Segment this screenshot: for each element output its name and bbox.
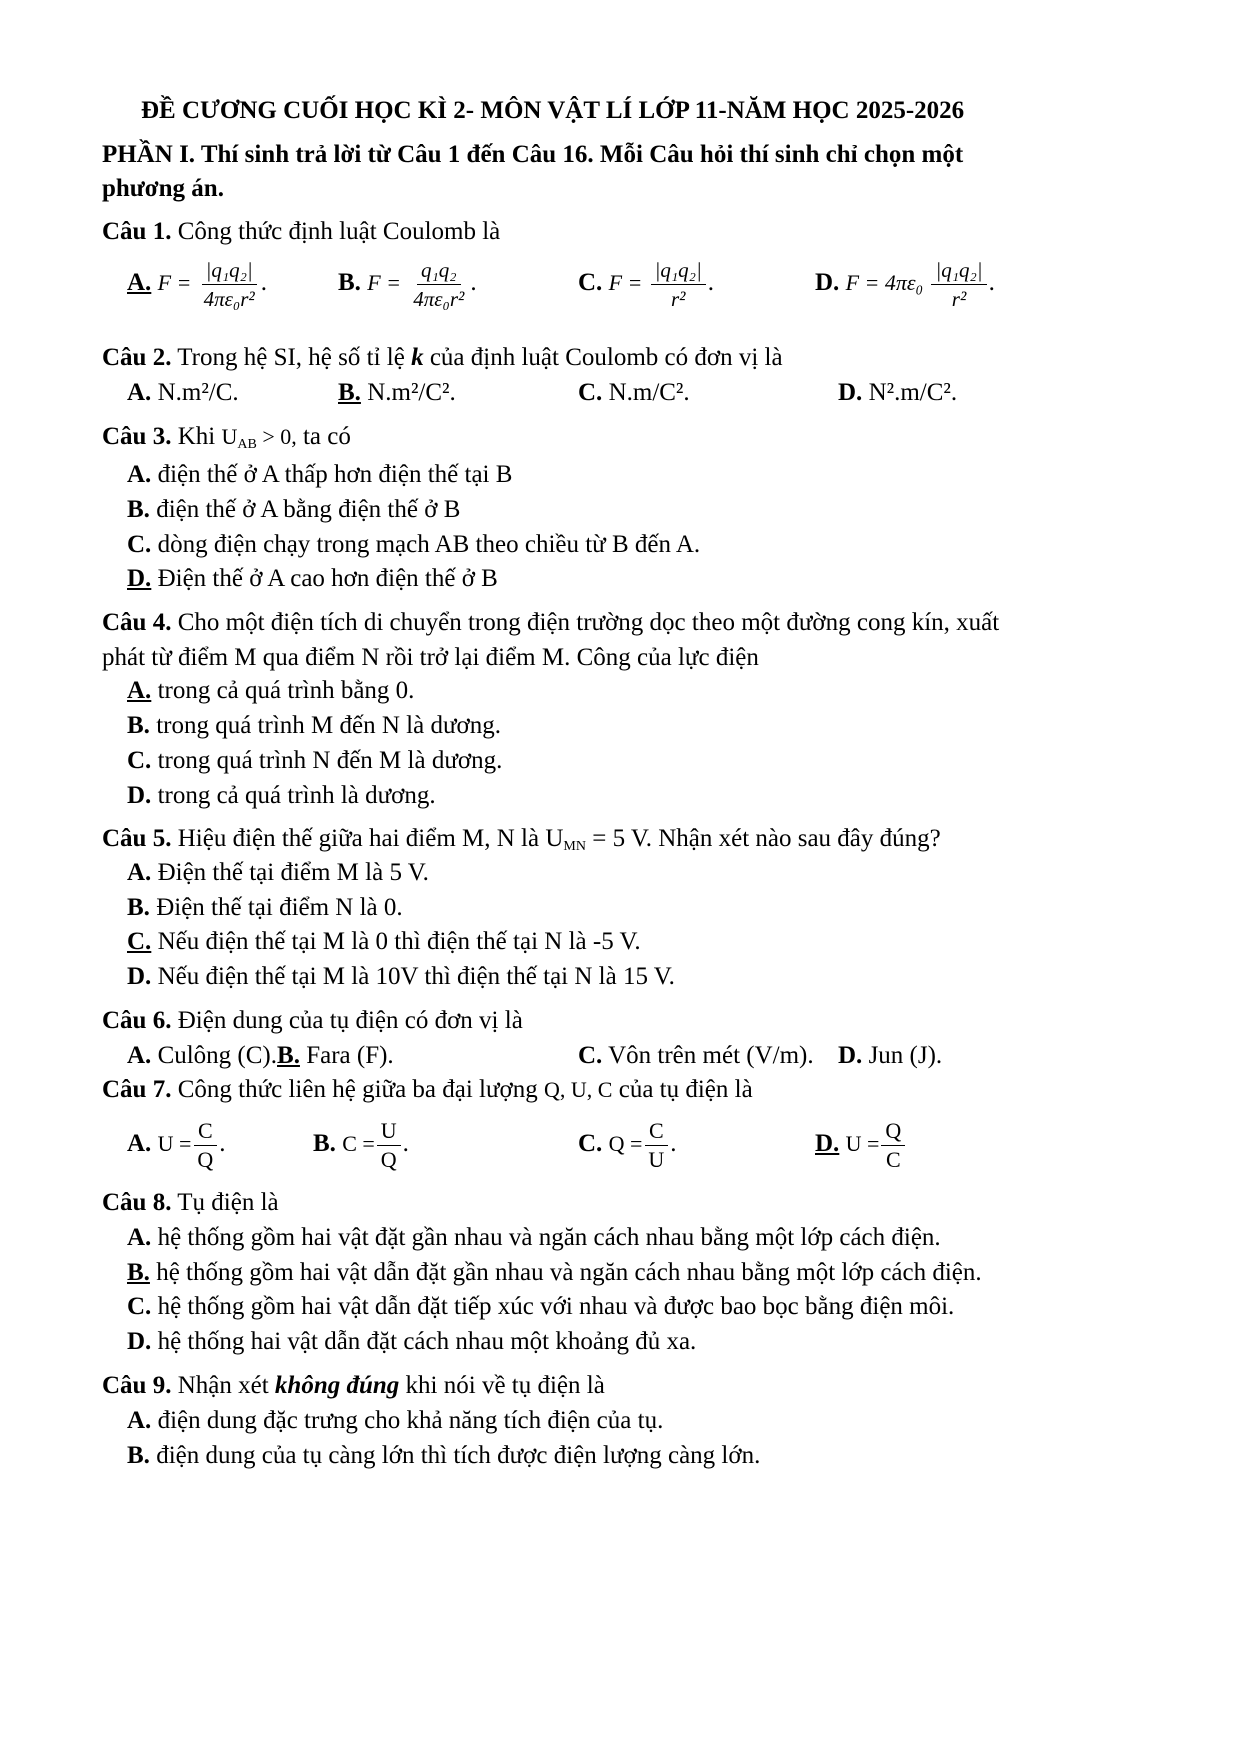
option-label: B. <box>127 712 150 739</box>
question-4-cont: phát từ điểm M qua điểm N rồi trở lại điểm M. Công của lực điện <box>102 644 759 671</box>
option-label: A. <box>127 1042 152 1069</box>
question-9 <box>102 1371 605 1401</box>
option-text: trong quá trình N đến M là dương. <box>151 747 503 774</box>
q9-option-a <box>127 1406 663 1436</box>
question-label: Câu 8. <box>102 1189 172 1216</box>
question-text: Tụ điện là <box>171 1189 279 1216</box>
option-text: N.m²/C. <box>151 379 239 406</box>
option-label: D. <box>838 379 863 406</box>
formula-denominator: U <box>648 1147 665 1172</box>
q8-option-a <box>127 1223 941 1253</box>
q5-option-c <box>127 927 641 957</box>
q6-option-ab <box>127 1041 394 1071</box>
option-label: D. <box>127 782 152 809</box>
question-text: Nhận xét <box>171 1372 275 1399</box>
option-text: hệ thống gồm hai vật dẫn đặt gần nhau và ngăn cách nhau bằng một lớp cách điện. <box>149 1259 982 1286</box>
q4-option-a <box>127 676 414 706</box>
question-text: của tụ điện là <box>612 1076 753 1103</box>
formula-denominator: C <box>885 1147 901 1172</box>
page-title: ĐỀ CƯƠNG CUỐI HỌC KÌ 2- MÔN VẬT LÍ LỚP 11-NĂM HỌC 2025-2026 <box>141 97 965 124</box>
formula-numerator: q₁q₂ <box>417 258 461 285</box>
option-text: N.m/C². <box>602 379 690 406</box>
formula-numerator: Q <box>881 1118 905 1146</box>
option-label: A. <box>127 269 152 297</box>
option-label: B. <box>127 1259 150 1286</box>
part1-instructions: PHẦN I. Thí sinh trả lời từ Câu 1 đến Câu 16. Mỗi Câu hỏi thí sinh chỉ chọn một <box>102 141 964 168</box>
formula-denominator: 4πε₀r² <box>413 287 465 311</box>
formula-lhs: F = <box>608 270 643 296</box>
question-text: = 5 V. Nhận xét nào sau đây đúng? <box>585 825 941 852</box>
formula-numerator: |q₁q₂| <box>651 258 706 285</box>
option-text: N².m/C². <box>862 379 958 406</box>
option-text: Điện thế tại điểm N là 0. <box>149 894 403 921</box>
option-text: trong quá trình M đến N là dương. <box>149 712 501 739</box>
formula-lhs: U = <box>157 1131 192 1157</box>
formula-denominator: r² <box>951 287 967 311</box>
question-text: Công thức định luật Coulomb là <box>171 218 501 245</box>
option-text: điện dung đặc trưng cho khả năng tích điện của tụ. <box>151 1407 664 1434</box>
question-text: Hiệu điện thế giữa hai điểm M, N là U <box>171 825 564 852</box>
option-text: Điện thế ở A cao hơn điện thế ở B <box>151 565 498 592</box>
question-1 <box>102 217 500 247</box>
formula-numerator: |q₁q₂| <box>931 258 986 285</box>
option-label: B. <box>277 1042 300 1069</box>
formula-subscript: MN <box>563 839 586 854</box>
option-text: dòng điện chạy trong mạch AB theo chiều từ B đến A. <box>151 531 701 558</box>
question-label: Câu 7. <box>102 1076 172 1103</box>
formula-rhs: > 0, <box>256 424 297 449</box>
formula-numerator: C <box>194 1118 217 1146</box>
question-3 <box>102 422 351 452</box>
option-label: A. <box>127 1130 152 1158</box>
option-text: hệ thống gồm hai vật dẫn đặt tiếp xúc với nhau và được bao bọc bằng điện môi. <box>151 1293 955 1320</box>
option-label: D. <box>127 565 152 592</box>
question-text: Công thức liên hệ giữa ba đại lượng <box>171 1076 545 1103</box>
option-label: A. <box>127 379 152 406</box>
q1-option-d: D. F = 4πε₀ $\frac{\text{|q₁q₂|}}{\text{r²}}$ . <box>815 258 995 311</box>
formula-variables: Q, U, C <box>544 1077 613 1102</box>
option-label: D. <box>815 269 840 297</box>
q2-option-c <box>578 378 690 408</box>
formula-subscript: AB <box>237 437 257 452</box>
question-text: ta có <box>296 423 351 450</box>
q3-option-a <box>127 460 512 490</box>
option-text: N.m²/C². <box>360 379 456 406</box>
q3-option-c <box>127 530 700 560</box>
formula-denominator: r² <box>670 287 686 311</box>
question-variable: k <box>411 344 424 371</box>
option-text: điện dung của tụ càng lớn thì tích được điện lượng càng lớn. <box>149 1442 761 1469</box>
question-text: khi nói về tụ điện là <box>399 1372 605 1399</box>
q1-option-a: A. F = $\frac{\text{|q₁q₂|}}{\text{4πε₀r²}}$ . <box>127 258 267 311</box>
formula-lhs: Q = <box>608 1131 643 1157</box>
question-text: của định luật Coulomb có đơn vị là <box>423 344 783 371</box>
option-text: Jun (J). <box>862 1042 943 1069</box>
option-text: Điện thế tại điểm M là 5 V. <box>151 859 429 886</box>
q4-option-b <box>127 711 501 741</box>
formula-lhs: F = <box>157 270 192 296</box>
q4-option-d <box>127 781 436 811</box>
option-text: Vôn trên mét (V/m). <box>602 1042 814 1069</box>
formula-numerator: |q₁q₂| <box>202 258 257 285</box>
question-label: Câu 5. <box>102 825 172 852</box>
q6-option-d <box>838 1041 942 1071</box>
q1-option-c: C. F = $\frac{\text{|q₁q₂|}}{\text{r²}}$ . <box>578 258 715 311</box>
question-label: Câu 9. <box>102 1372 172 1399</box>
question-text: Khi <box>171 423 222 450</box>
q7-option-d <box>815 1118 907 1173</box>
part1-instructions-cont: phương án. <box>102 175 224 202</box>
formula-lhs: F = 4πε₀ <box>845 270 924 296</box>
option-label: C. <box>127 531 152 558</box>
option-label: C. <box>127 1293 152 1320</box>
option-label: A. <box>127 461 152 488</box>
question-text: Điện dung của tụ điện có đơn vị là <box>171 1007 523 1034</box>
option-text: Nếu điện thế tại M là 10V thì điện thế tại N là 15 V. <box>151 963 675 990</box>
question-label: Câu 4. <box>102 609 172 636</box>
q6-option-c <box>578 1041 814 1071</box>
question-4 <box>102 608 999 638</box>
q7-option-b: B. C = $\frac{U}{Q}$ . <box>313 1118 409 1172</box>
q1-option-b: B. F = $\frac{\text{q₁q₂}}{\text{4πε₀r²}}$ . <box>338 258 477 311</box>
option-text: trong cả quá trình bằng 0. <box>151 677 415 704</box>
question-label: Câu 3. <box>102 423 172 450</box>
q5-option-a <box>127 858 429 888</box>
formula-numerator: C <box>645 1118 668 1146</box>
option-text: điện thế ở A bằng điện thế ở B <box>149 496 461 523</box>
question-2 <box>102 343 783 373</box>
option-text: hệ thống hai vật dẫn đặt cách nhau một khoảng đủ xa. <box>151 1328 697 1355</box>
q5-option-d <box>127 962 675 992</box>
question-7 <box>102 1075 753 1105</box>
question-emphasis: không đúng <box>274 1372 400 1399</box>
formula-lhs: C = <box>342 1131 375 1157</box>
q8-option-b <box>127 1258 982 1288</box>
option-label: B. <box>127 894 150 921</box>
option-label: B. <box>313 1130 336 1158</box>
question-label: Câu 1. <box>102 218 172 245</box>
option-label: B. <box>338 269 361 297</box>
formula-lhs: U = <box>845 1131 880 1157</box>
option-text: Nếu điện thế tại M là 0 thì điện thế tại N là -5 V. <box>151 928 641 955</box>
formula-numerator: U <box>377 1118 401 1146</box>
option-label: C. <box>578 1042 603 1069</box>
formula-denominator: Q <box>380 1147 397 1172</box>
question-text: Cho một điện tích di chuyển trong điện trường dọc theo một đường cong kín, xuất <box>171 609 1000 636</box>
q7-option-a: A. U = $\frac{C}{Q}$ . <box>127 1118 226 1172</box>
formula-symbol: U <box>221 424 238 449</box>
option-label: A. <box>127 859 152 886</box>
q3-option-d <box>127 564 498 594</box>
option-text: Culông (C). <box>151 1042 278 1069</box>
question-label: Câu 2. <box>102 344 172 371</box>
option-text: trong cả quá trình là dương. <box>151 782 436 809</box>
q2-option-d <box>838 378 957 408</box>
option-label: C. <box>127 928 152 955</box>
formula-denominator: Q <box>197 1147 214 1172</box>
option-label: B. <box>127 1442 150 1469</box>
question-6 <box>102 1006 523 1036</box>
q2-option-a <box>127 378 239 408</box>
q2-option-b <box>338 378 456 408</box>
option-label: C. <box>578 379 603 406</box>
q8-option-d <box>127 1327 696 1357</box>
option-label: A. <box>127 677 152 704</box>
option-label: C. <box>127 747 152 774</box>
option-label: C. <box>578 269 603 297</box>
option-text: hệ thống gồm hai vật đặt gần nhau và ngăn cách nhau bằng một lớp cách điện. <box>151 1224 941 1251</box>
option-text: Fara (F). <box>299 1042 394 1069</box>
q4-option-c <box>127 746 502 776</box>
option-label: A. <box>127 1224 152 1251</box>
option-label: D. <box>838 1042 863 1069</box>
question-5 <box>102 824 941 854</box>
formula-lhs: F = <box>367 270 401 296</box>
question-label: Câu 6. <box>102 1007 172 1034</box>
q3-option-b <box>127 495 460 525</box>
option-label: B. <box>338 379 361 406</box>
q5-option-b <box>127 893 403 923</box>
option-label: A. <box>127 1407 152 1434</box>
option-label: B. <box>127 496 150 523</box>
option-text: điện thế ở A thấp hơn điện thế tại B <box>151 461 513 488</box>
q9-option-b <box>127 1441 760 1471</box>
q8-option-c <box>127 1292 954 1322</box>
option-label: D. <box>815 1130 840 1158</box>
question-text: Trong hệ SI, hệ số tỉ lệ <box>171 344 412 371</box>
question-8 <box>102 1188 279 1218</box>
q7-option-c: C. Q = $\frac{C}{U}$ . <box>578 1118 677 1172</box>
option-label: C. <box>578 1130 603 1158</box>
option-label: D. <box>127 1328 152 1355</box>
option-label: D. <box>127 963 152 990</box>
formula-denominator: 4πε₀r² <box>203 287 255 311</box>
